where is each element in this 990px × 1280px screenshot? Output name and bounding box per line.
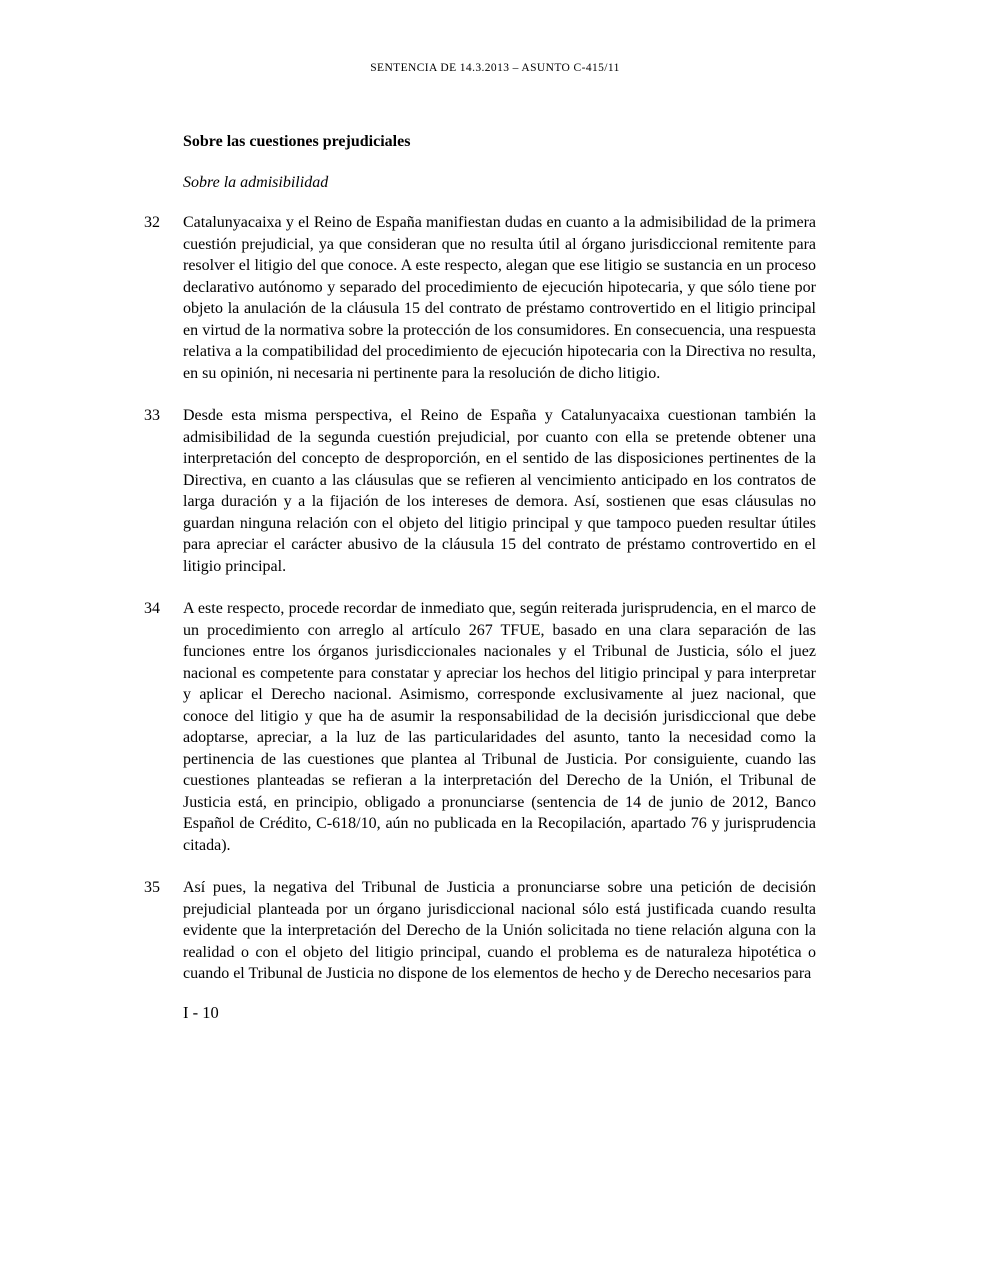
paragraph-text: Catalunyacaixa y el Reino de España manifiestan dudas en cuanto a la admisibilidad de la primera cuestión prejudicial, ya que consideran que no resulta útil al órgano jurisdiccional remitente para resolver el litigio del que conoce. A este respecto, alegan que ese litigio se sustancia en un proceso declarativo autónomo y separado del procedimiento de ejecución hipotecaria, y que sólo tiene por objeto la anulación de la cláusula 15 del contrato de préstamo controvertido en el litigio principal en virtud de la normativa sobre la protección de los consumidores. En consecuencia, una respuesta relativa a la compatibilidad del procedimiento de ejecución hipotecaria con la Directiva no resulta, en su opinión, ni necesaria ni pertinente para la resolución de dicho litigio. bbox=[183, 214, 816, 382]
section-heading: Sobre las cuestiones prejudiciales bbox=[183, 133, 411, 150]
paragraph-number: 34 bbox=[144, 600, 160, 617]
subsection-heading: Sobre la admisibilidad bbox=[183, 173, 329, 191]
paragraph-33 bbox=[144, 405, 816, 577]
running-header: SENTENCIA DE 14.3.2013 – ASUNTO C-415/11 bbox=[370, 62, 620, 74]
paragraph-number: 35 bbox=[144, 879, 160, 896]
paragraph-34 bbox=[144, 598, 816, 856]
paragraph-text: A este respecto, procede recordar de inmediato que, según reiterada jurisprudencia, en el marco de un procedimiento con arreglo al artículo 267 TFUE, basado en una clara separación de las funciones entre los órganos jurisdiccionales nacionales y el Tribunal de Justicia, sólo el juez nacional es competente para constatar y apreciar los hechos del litigio principal y para interpretar y aplicar el Derecho nacional. Asimismo, corresponde exclusivamente al juez nacional, que conoce del litigio y que ha de asumir la responsabilidad de la decisión jurisdiccional que debe adoptarse, apreciar, a la luz de las particularidades del asunto, tanto la necesidad como la pertinencia de las cuestiones que plantea al Tribunal de Justicia. Por consiguiente, cuando las cuestiones planteadas se refieran a la interpretación del Derecho de la Unión, el Tribunal de Justicia está, en principio, obligado a pronunciarse (sentencia de 14 de junio de 2012, Banco Español de Crédito, C-618/10, aún no publicada en la Recopilación, apartado 76 y jurisprudencia citada). bbox=[183, 600, 816, 854]
document-content bbox=[144, 131, 816, 1023]
paragraph-number: 33 bbox=[144, 407, 160, 424]
page-number: I - 10 bbox=[183, 1002, 219, 1022]
paragraph-35 bbox=[144, 877, 816, 985]
paragraph-number: 32 bbox=[144, 214, 160, 231]
paragraph-32 bbox=[144, 212, 816, 384]
paragraph-text: Así pues, la negativa del Tribunal de Justicia a pronunciarse sobre una petición de decisión prejudicial planteada por un órgano jurisdiccional nacional sólo está justificada cuando resulta evidente que la interpretación del Derecho de la Unión solicitada no tiene relación alguna con la realidad o con el objeto del litigio principal, cuando el problema es de naturaleza hipotética o cuando el Tribunal de Justicia no dispone de los elementos de hecho y de Derecho necesarios para bbox=[183, 879, 816, 982]
paragraph-text: Desde esta misma perspectiva, el Reino de España y Catalunyacaixa cuestionan también la admisibilidad de la segunda cuestión prejudicial, por cuanto con ella se pretende obtener una interpretación del concepto de desproporción, en el sentido de las disposiciones pertinentes de la Directiva, en cuanto a las cláusulas que se refieren al vencimiento anticipado en los contratos de larga duración y a la fijación de los intereses de demora. Así, sostienen que esas cláusulas no guardan ninguna relación con el objeto del litigio principal y que tampoco pueden resultar útiles para apreciar el carácter abusivo de la cláusula 15 del contrato de préstamo controvertido en el litigio principal. bbox=[183, 407, 816, 575]
